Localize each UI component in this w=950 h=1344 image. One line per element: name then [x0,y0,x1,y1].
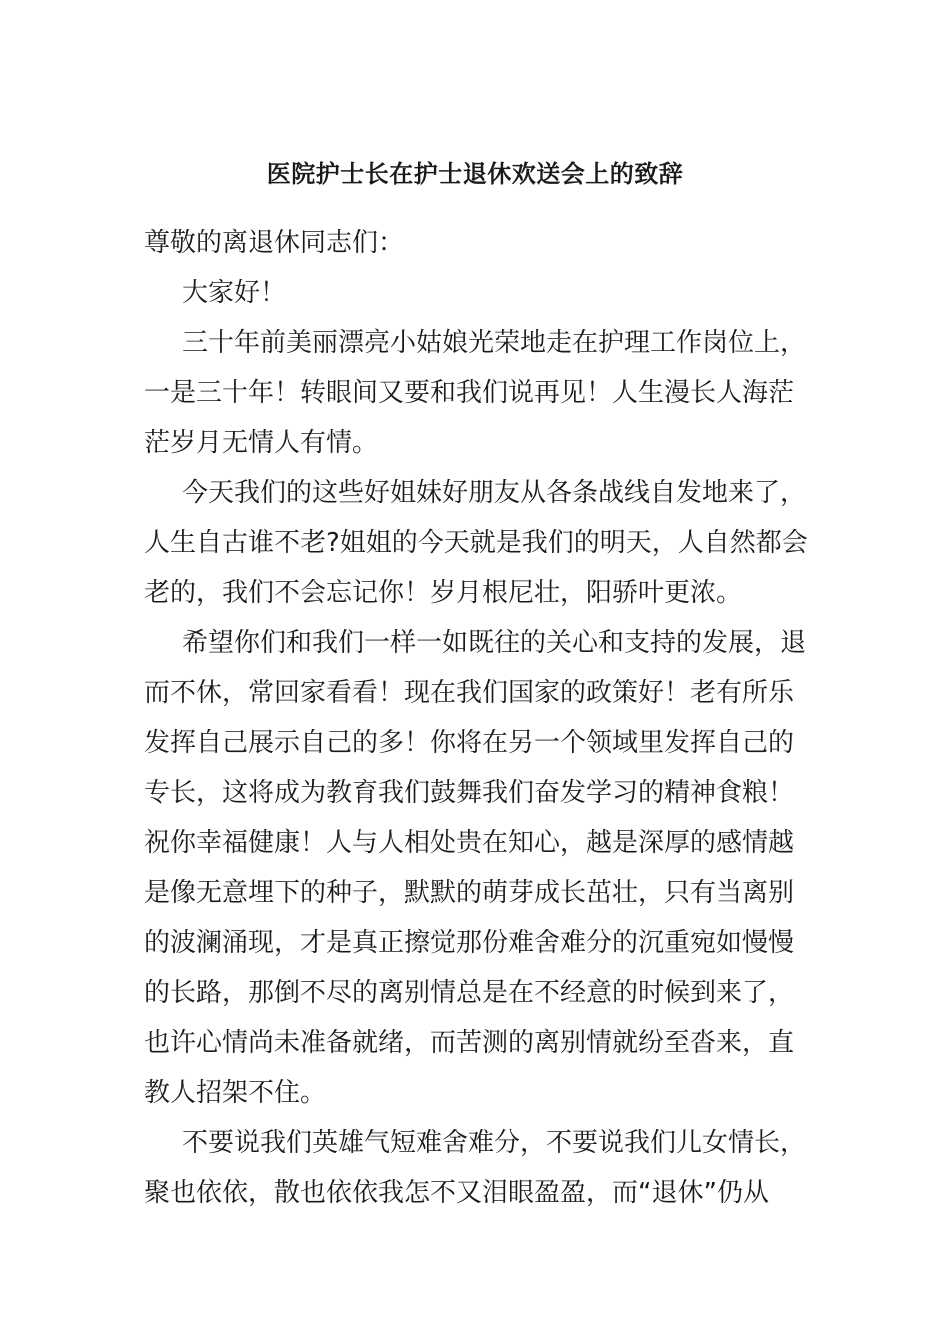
salutation: 尊敬的离退休同志们： [144,228,405,258]
paragraph-line: 教人招架不住。 [144,1078,327,1108]
paragraph-line: 而不休，常回家看看！现在我们国家的政策好！老有所乐 [144,678,795,708]
paragraph-line: 是像无意埋下的种子，默默的萌芽成长茁壮，只有当离别 [144,878,795,908]
paragraph-line: 一是三十年！转眼间又要和我们说再见！人生漫长人海茫 [144,378,795,408]
paragraph-2 [144,468,808,618]
paragraph-line: 今天我们的这些好姐妹好朋友从各条战线自发地来了， [182,478,807,508]
paragraph-line: 专长，这将成为教育我们鼓舞我们奋发学习的精神食粮！ [144,778,795,808]
paragraph-3 [144,618,808,1118]
paragraph-line: 的波澜涌现，才是真正擦觉那份难舍难分的沉重宛如慢慢 [144,928,795,958]
paragraph-line: 发挥自己展示自己的多！你将在另一个领域里发挥自己的 [144,728,795,758]
paragraph-line: 不要说我们英雄气短难舍难分，不要说我们儿女情长， [182,1128,807,1158]
paragraph-line: 三十年前美丽漂亮小姑娘光荣地走在护理工作岗位上， [182,328,807,358]
paragraph-line: 聚也依依，散也依依我怎不又泪眼盈盈，而“退休”仍从 [144,1178,769,1208]
paragraph-line: 也许心情尚未准备就绪，而苦测的离别情就纷至沓来，直 [144,1028,795,1058]
paragraph-line: 茫岁月无情人有情。 [144,428,379,458]
paragraph-1 [144,318,808,468]
paragraph-line: 祝你幸福健康！人与人相处贵在知心，越是深厚的感情越 [144,828,795,858]
paragraph-4 [144,1118,808,1218]
paragraph-line: 老的，我们不会忘记你！岁月根尼壮，阳骄叶更浓。 [144,578,743,608]
paragraph-greeting [144,268,808,318]
paragraph-line: 希望你们和我们一样一如既往的关心和支持的发展，退 [182,628,807,658]
paragraph-line: 大家好！ [182,278,287,308]
paragraph-line: 的长路，那倒不尽的离别情总是在不经意的时候到来了， [144,978,795,1008]
paragraph-line: 人生自古谁不老?姐姐的今天就是我们的明天，人自然都会 [144,528,808,558]
document-body [144,218,808,1218]
document-title: 医院护士长在护士退休欢送会上的致辞 [266,160,684,188]
